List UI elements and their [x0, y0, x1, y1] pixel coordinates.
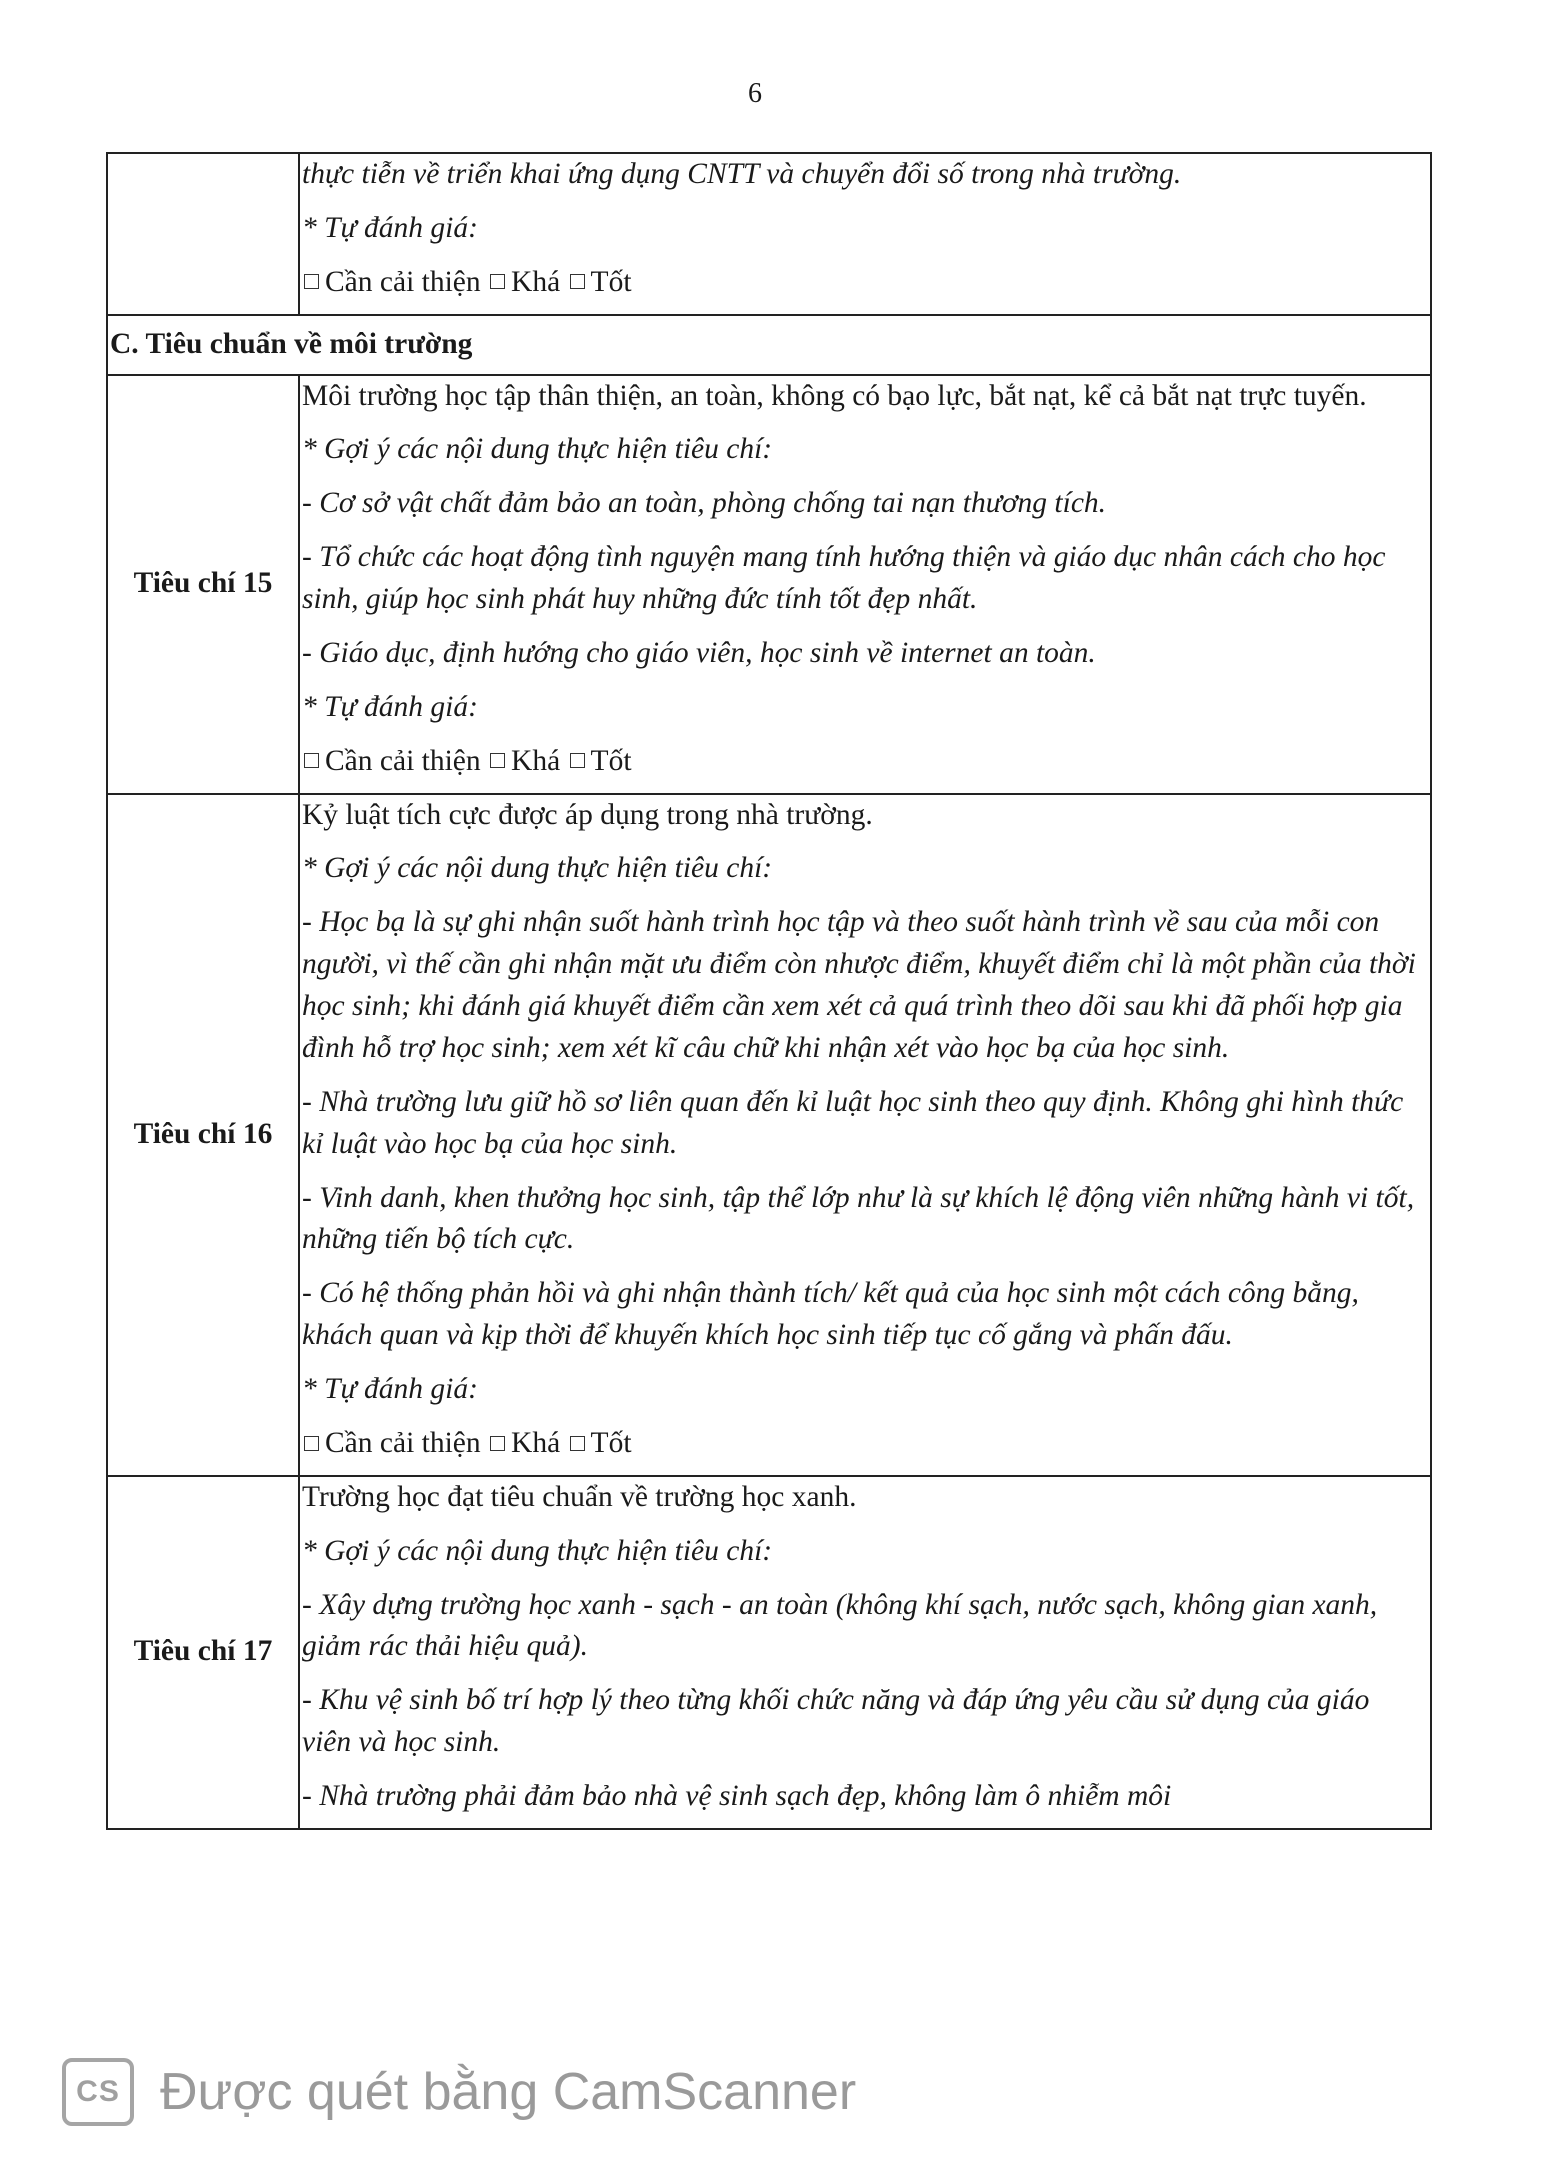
criterion-paragraph: * Tự đánh giá: — [302, 690, 478, 723]
camscanner-logo-icon: CS — [62, 2058, 134, 2126]
checkbox-needs-improvement[interactable] — [304, 1436, 319, 1451]
criterion-label: Tiêu chí 17 — [107, 1476, 299, 1829]
checkbox-needs-improvement[interactable] — [304, 274, 319, 289]
option-label: Tốt — [590, 265, 632, 298]
criterion-paragraph: * Gợi ý các nội dung thực hiện tiêu chí: — [302, 433, 773, 466]
checkbox-excellent[interactable] — [570, 753, 585, 768]
criterion-label: Tiêu chí 16 — [107, 794, 299, 1476]
criterion-paragraph: * Tự đánh giá: — [302, 1373, 478, 1405]
criterion-text: thực tiễn về triển khai ứng dụng CNTT và chuyển đổi số trong nhà trường. — [302, 158, 1182, 190]
option-label: Tốt — [590, 1426, 632, 1459]
criterion-content — [299, 794, 1431, 1476]
criterion-content — [299, 1476, 1431, 1829]
criterion-row — [107, 1476, 1431, 1829]
criterion-label: Tiêu chí 15 — [107, 375, 299, 794]
self-assessment-options — [302, 262, 1424, 304]
watermark-text: Được quét bằng CamScanner — [160, 2063, 857, 2121]
camscanner-watermark — [62, 2058, 856, 2126]
self-assessment-options — [302, 1423, 1424, 1465]
option-label: Khá — [511, 265, 561, 298]
criterion-row — [107, 794, 1431, 1476]
checkbox-good[interactable] — [490, 274, 505, 289]
checkbox-needs-improvement[interactable] — [304, 753, 319, 768]
checkbox-good[interactable] — [490, 1436, 505, 1451]
criterion-paragraph: - Tổ chức các hoạt động tình nguyện mang tính hướng thiện và giáo dục nhân cách cho học sinh, giúp học sinh phát huy những đức tính tốt đẹp nhất. — [302, 541, 1386, 615]
criterion-paragraph: - Nhà trường phải đảm bảo nhà vệ sinh sạch đẹp, không làm ô nhiễm môi — [302, 1780, 1172, 1812]
criteria-table — [106, 152, 1432, 1830]
section-title: C. Tiêu chuẩn về môi trường — [107, 315, 1431, 375]
option-label: Cần cải thiện — [325, 1426, 481, 1459]
checkbox-excellent[interactable] — [570, 1436, 585, 1451]
criterion-paragraph: - Nhà trường lưu giữ hồ sơ liên quan đến kỉ luật học sinh theo quy định. Không ghi hình thức kỉ luật vào học bạ của học sinh. — [302, 1085, 1404, 1160]
option-label: Cần cải thiện — [325, 265, 481, 298]
option-label: Tốt — [590, 744, 632, 777]
criterion-title: Kỷ luật tích cực được áp dụng trong nhà trường. — [302, 798, 873, 831]
criterion-paragraph: * Gợi ý các nội dung thực hiện tiêu chí: — [302, 852, 773, 885]
checkbox-excellent[interactable] — [570, 274, 585, 289]
criterion-title: Môi trường học tập thân thiện, an toàn, không có bạo lực, bắt nạt, kể cả bắt nạt trực tuyến. — [302, 379, 1367, 412]
option-label: Cần cải thiện — [325, 744, 481, 777]
criterion-paragraph: * Gợi ý các nội dung thực hiện tiêu chí: — [302, 1534, 773, 1567]
criterion-paragraph: - Học bạ là sự ghi nhận suốt hành trình học tập và theo suốt hành trình về sau của mỗi con người, vì thế cần ghi nhận mặt ưu điểm còn nhược điểm, khuyết điểm chỉ là một phần của thời học sinh; khi đánh giá khuyết điểm cần xem xét cả quá trình theo dõi sau khi đã phối hợp gia đình hỗ trợ học sinh; xem xét kĩ câu chữ khi nhận xét vào học bạ của học sinh. — [302, 906, 1416, 1064]
criterion-label-empty — [107, 153, 299, 315]
criterion-row — [107, 375, 1431, 794]
criterion-paragraph: - Khu vệ sinh bố trí hợp lý theo từng khối chức năng và đáp ứng yêu cầu sử dụng của giáo viên và học sinh. — [302, 1684, 1370, 1759]
criterion-content — [299, 375, 1431, 794]
criterion-paragraph: - Xây dựng trường học xanh - sạch - an toàn (không khí sạch, nước sạch, không gian xanh, giảm rác thải hiệu quả). — [302, 1588, 1378, 1663]
self-assessment-heading: * Tự đánh giá: — [302, 211, 478, 244]
section-header-row — [107, 315, 1431, 375]
criterion-paragraph: - Giáo dục, định hướng cho giáo viên, học sinh về internet an toàn. — [302, 636, 1096, 669]
criterion-paragraph: - Vinh danh, khen thưởng học sinh, tập thể lớp như là sự khích lệ động viên những hành vi tốt, những tiến bộ tích cực. — [302, 1181, 1415, 1256]
criterion-title: Trường học đạt tiêu chuẩn về trường học xanh. — [302, 1480, 857, 1513]
criterion-paragraph: - Có hệ thống phản hồi và ghi nhận thành tích/ kết quả của học sinh một cách công bằng, khách quan và kịp thời để khuyến khích học sinh tiếp tục cố gắng và phấn đấu. — [302, 1277, 1359, 1352]
page-number: 6 — [748, 78, 762, 109]
self-assessment-options — [302, 741, 1424, 783]
option-label: Khá — [511, 1426, 561, 1459]
continuation-row — [107, 153, 1431, 315]
criterion-paragraph: - Cơ sở vật chất đảm bảo an toàn, phòng chống tai nạn thương tích. — [302, 487, 1107, 520]
checkbox-good[interactable] — [490, 753, 505, 768]
option-label: Khá — [511, 744, 561, 777]
criterion-content — [299, 153, 1431, 315]
